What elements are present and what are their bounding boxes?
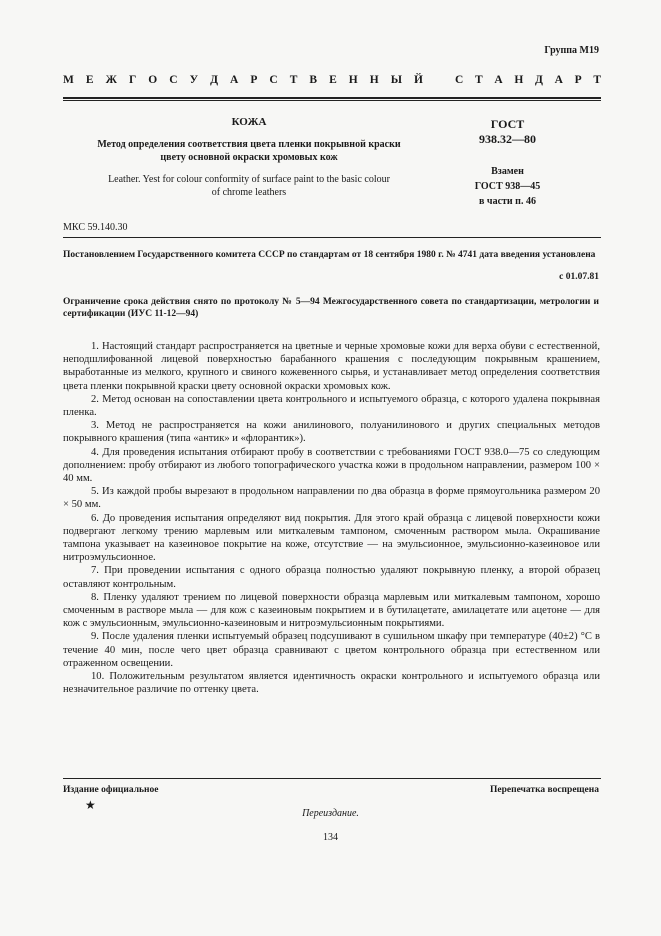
page-number: 134 bbox=[323, 832, 338, 843]
paragraph: 10. Положительным результатом является идентичность окраски контрольного и испытуемого образца или незначительное различие по оттенку цвета. bbox=[63, 671, 600, 696]
paragraph: 7. При проведении испытания с одного образца полностью удаляют покрывную пленку, а второй образец оставляют контрольным. bbox=[63, 565, 600, 590]
paragraph: 3. Метод не распространяется на кожи анилинового, полуанилинового и других специальных методов покрывного крашения (типа «антик» и «флорантик»). bbox=[63, 420, 600, 445]
document-subtitle bbox=[63, 138, 435, 164]
star-icon: ★ bbox=[85, 798, 96, 812]
header-rule-top bbox=[63, 97, 601, 99]
body-text bbox=[63, 340, 600, 696]
mks-code: МКС 59.140.30 bbox=[63, 222, 128, 233]
replacement-line: Взамен bbox=[491, 166, 524, 177]
english-title bbox=[63, 173, 435, 199]
official-edition-label: Издание официальное bbox=[63, 785, 159, 795]
mks-rule bbox=[63, 237, 601, 238]
limitation-text: Ограничение срока действия снято по протоколу № 5—94 Межгосударственного совета по стандартизации, метрологии и сертификации (ИУС 11-12—94) bbox=[63, 297, 599, 319]
paragraph: 6. До проведения испытания определяют вид покрытия. Для этого край образца с лицевой поверхности кожи подвергают легкому трению марлевым или миткалевым тампоном, смоченным раствором мыла. Окрашивание тампона указывает на казеиновое покрытие на коже, отсутствие — на эмульсионное, эмульсионно-казеиновое или нитроэмульсионное. bbox=[63, 512, 600, 564]
header-rule-bottom bbox=[63, 100, 601, 101]
paragraph: 4. Для проведения испытания отбирают пробу в соответствии с требованиями ГОСТ 938.0—75 со следующим дополнением: пробу отбирают из любого топографического участка кожи в продольном направлении, размером 100 × 40 мм. bbox=[63, 446, 600, 485]
intro-date: с 01.07.81 bbox=[559, 272, 599, 282]
paragraph: 1. Настоящий стандарт распространяется на цветные и черные хромовые кожи для верха обуви с естественной, неподшлифованной лицевой поверхностью барабанного крашения с последующим покрывным крашением, выработанные из мелкого, крупного и свиного кожевенного сырья, и устанавливает метод определения соответствия цвета пленки покрывной краски цвету основной окраски хромовых кож. bbox=[63, 341, 600, 392]
footer-rule bbox=[63, 778, 601, 779]
gost-number: 938.32—80 bbox=[479, 132, 536, 146]
gost-label: ГОСТ bbox=[490, 117, 525, 131]
replacement-line: ГОСТ 938—45 bbox=[474, 181, 541, 192]
paragraph: 9. После удаления пленки испытуемый образец подсушивают в сушильном шкафу при температуре (40±2) °С в течение 40 мин, после чего цвет образца сравнивают с цветом контрольного образца при естественном или отраженном освещении. bbox=[63, 631, 600, 669]
reissue-note: Переиздание. bbox=[302, 808, 359, 819]
replacement-note bbox=[445, 164, 570, 209]
replacement-line: в части п. 46 bbox=[479, 196, 536, 207]
english-title-line: of chrome leathers bbox=[211, 187, 287, 198]
english-title-line: Leather. Yest for colour conformity of surface paint to the basic colour bbox=[108, 174, 390, 185]
group-code: Группа М19 bbox=[544, 45, 599, 56]
subtitle-line: цвету основной окраски хромовых кож bbox=[160, 152, 338, 163]
gost-designation bbox=[450, 117, 565, 147]
decree-text: Постановлением Государственного комитета СССР по стандартам от 18 сентября 1980 г. № 4741 дата введения установлена bbox=[63, 250, 596, 260]
paragraph: 2. Метод основан на сопоставлении цвета контрольного и испытуемого образца, с которого удалена покрывная пленка. bbox=[63, 393, 600, 419]
reprint-notice: Перепечатка воспрещена bbox=[489, 785, 599, 795]
paragraph: 5. Из каждой пробы вырезают в продольном направлении по два образца в форме прямоугольника размером 20 × 50 мм. bbox=[63, 486, 600, 511]
subtitle-line: Метод определения соответствия цвета пленки покрывной краски bbox=[97, 139, 401, 150]
standard-banner bbox=[63, 74, 601, 86]
paragraph: 8. Пленку удаляют трением по лицевой поверхности образца марлевым или миткалевым тампоном, хорошо смоченным в растворе мыла — для кож с казеиновым покрытием и в бутилацетате, амилацетате или ацетоне — для кож с эмульсионным, эмульсионно-казеиновым и нитроэмульсионным покрытиями. bbox=[63, 591, 600, 630]
document-title: КОЖА bbox=[231, 116, 267, 128]
banner-word-interstate: М Е Ж Г О С У Д А Р С Т В Е Н Н Ы Й bbox=[63, 74, 423, 86]
banner-word-standard: С Т А Н Д А Р Т bbox=[455, 74, 601, 86]
